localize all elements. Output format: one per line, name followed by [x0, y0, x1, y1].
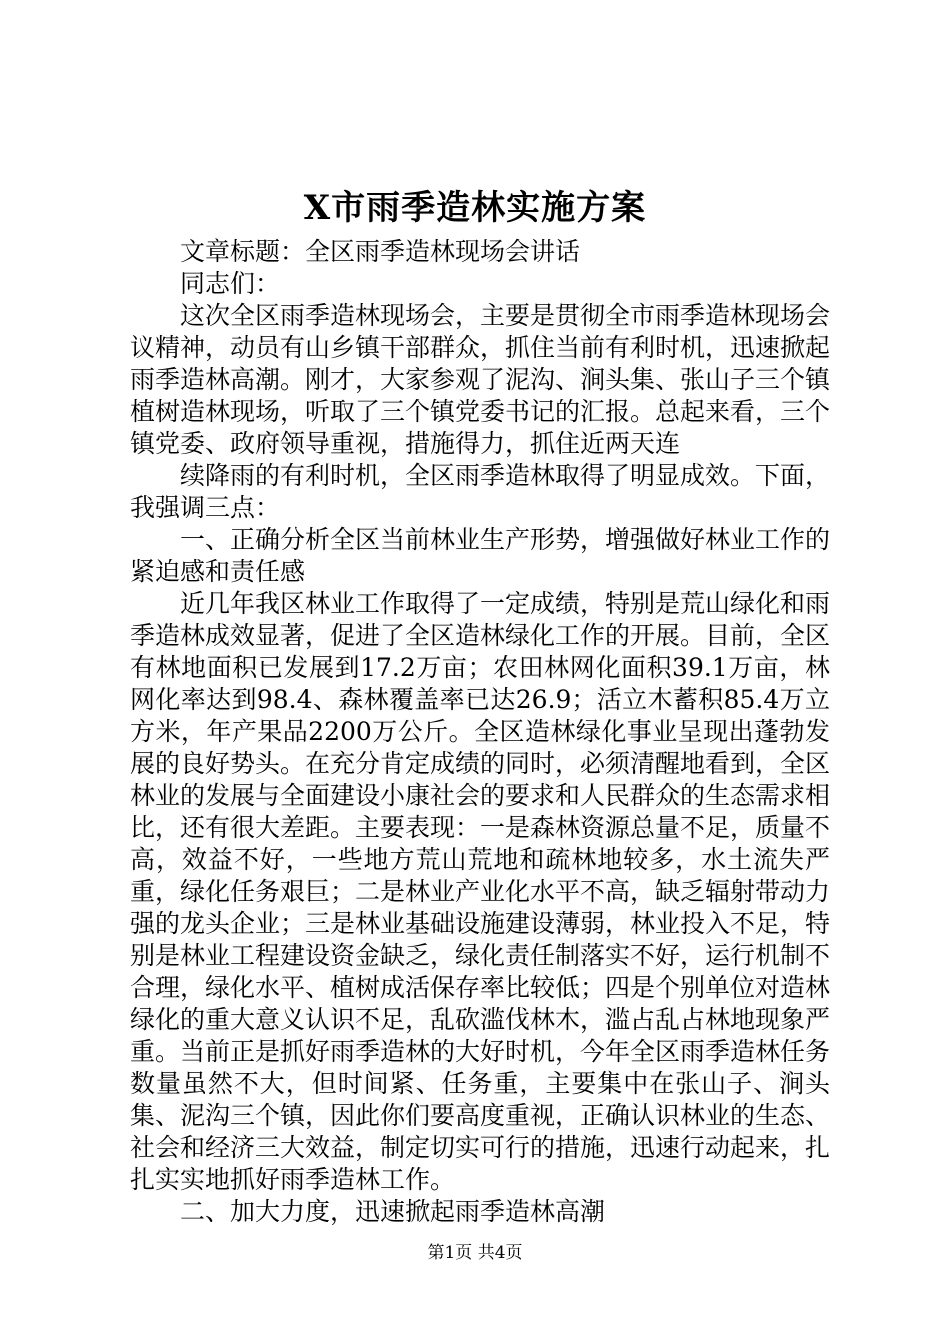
page-footer: 第1页 共4页: [427, 1243, 523, 1263]
salutation: 同志们：: [180, 269, 281, 298]
paragraph-forestry-status: 近几年我区林业工作取得了一定成绩，特别是荒山绿化和雨季造林成效显著，促进了全区造林绿化工作的开展。目前，全区有林地面积已发展到17.2万亩；农田林网化面积39.1万亩，林网化率达到98.4、森林覆盖率已达26.9；活立木蓄积85.4万立方米，年产果品2200万公斤。全区造林绿化事业呈现出蓬勃发展的良好势头。在充分肯定成绩的同时，必须清醒地看到，全区林业的发展与全面建设小康社会的要求和人民群众的生态需求相比，还有很大差距。主要表现：一是森林资源总量不足，质量不高，效益不好，一些地方荒山荒地和疏林地较多，水土流失严重，绿化任务艰巨；二是林业产业化水平不高，缺乏辐射带动力强的龙头企业；三是林业基础设施建设薄弱，林业投入不足，特别是林业工程建设资金缺乏，绿化责任制落实不好，运行机制不合理，绿化水平、植树成活保存率比较低；四是个别单位对造林绿化的重大意义认识不足，乱砍滥伐林木，滥占乱占林地现象严重。当前正是抓好雨季造林的大好时机，今年全区雨季造林任务数量虽然不大，但时间紧、任务重，主要集中在张山子、涧头集、泥沟三个镇，因此你们要高度重视，正确认识林业的生态、社会和经济三大效益，制定切实可行的措施，迅速行动起来，扎扎实实地抓好雨季造林工作。: [130, 589, 831, 1194]
section-heading-2: 二、加大力度，迅速掀起雨季造林高潮: [180, 1197, 606, 1226]
paragraph-intro: 这次全区雨季造林现场会，主要是贯彻全市雨季造林现场会议精神，动员有山乡镇干部群众，抓住当前有利时机，迅速掀起雨季造林高潮。刚才，大家参观了泥沟、涧头集、张山子三个镇植树造林现场，听取了三个镇党委书记的汇报。总起来看，三个镇党委、政府领导重视，措施得力，抓住近两天连: [130, 301, 831, 458]
document-body: [130, 236, 830, 1228]
section-heading-1: 一、正确分析全区当前林业生产形势，增强做好林业工作的紧迫感和责任感: [130, 525, 831, 586]
article-title-line: 文章标题：全区雨季造林现场会讲话: [180, 237, 581, 266]
document-title: X市雨季造林实施方案: [303, 188, 647, 228]
paragraph-continuation: 续降雨的有利时机，全区雨季造林取得了明显成效。下面，我强调三点：: [130, 461, 831, 522]
